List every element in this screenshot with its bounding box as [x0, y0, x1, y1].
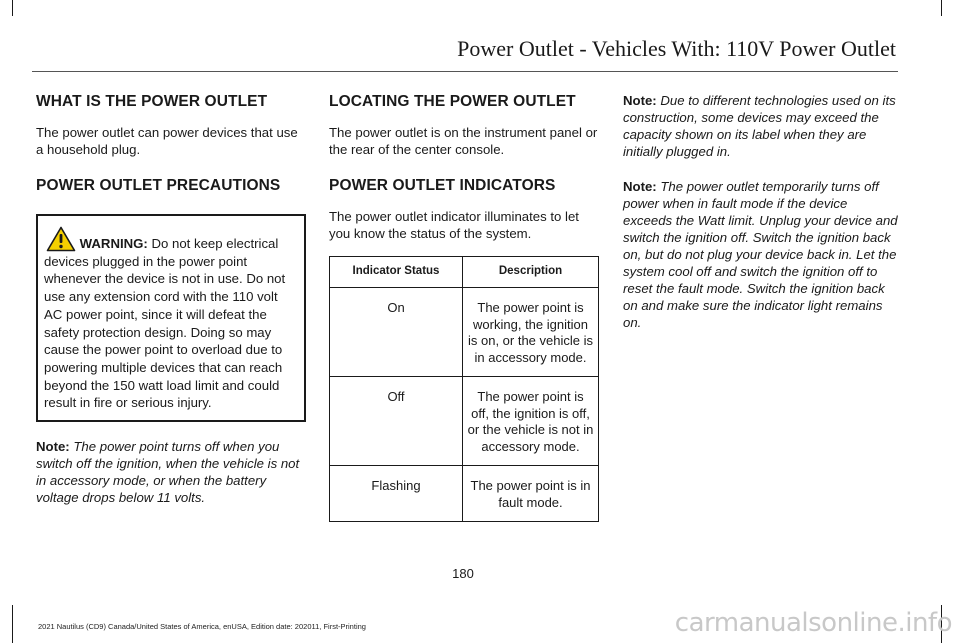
note-label: Note:	[36, 439, 70, 455]
crop-mark-top-left	[0, 0, 13, 16]
paragraph-what-is: The power outlet can power devices that use a household plug.	[36, 125, 298, 157]
note-technologies	[623, 92, 898, 160]
note-text: The power outlet temporarily turns off power when in fault mode if the device exceeds the Watt limit. Unplug your device and switch the ignition off. Switch the ignition back on, but do not plug your device back in. Let the system cool off and switch the ignition off to reset the fault mode. Switch the ignition back on and make sure the indicator light remains on.	[623, 179, 898, 330]
warning-label: WARNING:	[79, 236, 148, 251]
note-label: Note:	[623, 179, 657, 194]
note-text: Due to different technologies used on its construction, some devices may exceed the capacity shown on its label when they are initially plugged in.	[623, 93, 896, 159]
paragraph-indicators: The power outlet indicator illuminates to let you know the status of the system.	[329, 209, 579, 241]
note-label: Note:	[623, 93, 657, 108]
page-number: 180	[452, 566, 474, 581]
column-3	[623, 92, 898, 349]
crop-mark-bottom-left	[0, 605, 13, 643]
column-2	[329, 92, 599, 522]
warning-triangle-icon	[46, 226, 76, 252]
table-cell-description: The power point is off, the ignition is off, or the vehicle is not in accessory mode.	[463, 377, 599, 466]
paragraph-locating: The power outlet is on the instrument panel or the rear of the center console.	[329, 125, 598, 157]
table-row	[330, 288, 599, 377]
edition-footer: 2021 Nautilus (CD9) Canada/United States of America, enUSA, Edition date: 202011, First-Printing	[38, 622, 366, 631]
table-header-description: Description	[463, 257, 599, 288]
table-cell-status: Off	[330, 377, 463, 466]
table-row	[330, 466, 599, 522]
warning-box	[36, 214, 306, 422]
table-cell-description: The power point is in fault mode.	[463, 466, 599, 522]
heading-what-is: WHAT IS THE POWER OUTLET	[36, 93, 268, 110]
crop-mark-top-right	[941, 0, 960, 16]
indicator-table	[329, 256, 599, 522]
note-ignition	[36, 438, 306, 506]
table-header-row	[330, 257, 599, 288]
table-cell-status: Flashing	[330, 466, 463, 522]
table-header-status: Indicator Status	[330, 257, 463, 288]
warning-text: Do not keep electrical devices plugged in the power point whenever the device is not in use. Do not use any extension cord with the 110 volt AC power point, since it will defeat the safety protection design. Doing so may cause the power point to overload due to powering multiple devices that can reach beyond the 150 watt load limit and could result in fire or serious injury.	[44, 236, 286, 411]
table-cell-description: The power point is working, the ignition is on, or the vehicle is in accessory mode.	[463, 288, 599, 377]
watermark: carmanualsonline.info	[674, 608, 952, 638]
table-row	[330, 377, 599, 466]
heading-locating: LOCATING THE POWER OUTLET	[329, 93, 576, 110]
title-divider	[32, 71, 898, 72]
note-text: The power point turns off when you switch off the ignition, when the vehicle is not in accessory mode, or when the battery voltage drops below 11 volts.	[36, 439, 300, 506]
heading-precautions: POWER OUTLET PRECAUTIONS	[36, 177, 281, 194]
page-title: Power Outlet - Vehicles With: 110V Power Outlet	[457, 36, 896, 61]
heading-indicators: POWER OUTLET INDICATORS	[329, 177, 556, 194]
note-fault-mode	[623, 178, 898, 331]
table-cell-status: On	[330, 288, 463, 377]
column-1	[36, 92, 306, 524]
